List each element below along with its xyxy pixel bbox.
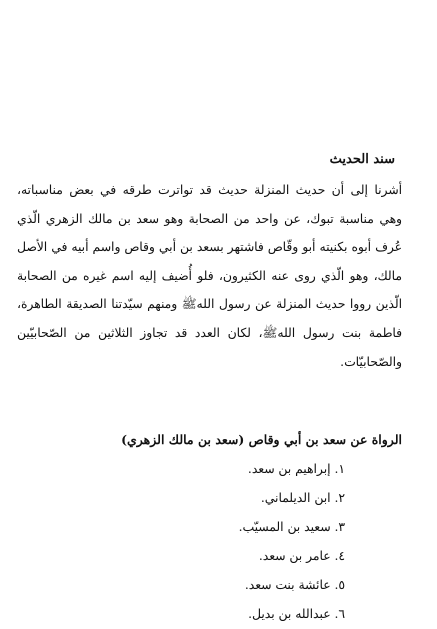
section-heading: سند الحديث (329, 152, 395, 167)
paragraph-line: مالك، وهو الّذي روى عنه الكثيرون، فلو أُضيف إليه اسم غيره من الصحابة (17, 268, 402, 283)
paragraph-line: وهي مناسبة تبوك، عن واحد من الصحابة وهو سعد بن مالك الزهري الّذي (17, 211, 402, 226)
paragraph-line: فاطمة بنت رسول اللهﷺ، لكان العدد قد تجاوز الثلاثين من الصّحابيّين (17, 325, 402, 340)
list-item (239, 513, 345, 542)
list-item-number: ١. (334, 462, 345, 476)
paragraph-line: الّذين رووا حديث المنزلة عن رسول اللهﷺ ومنهم سيّدتنا الصديقة الطاهرة، (17, 297, 402, 312)
list-item-number: ٣. (334, 520, 345, 534)
list-item-name: عبدالله بن بديل. (248, 607, 331, 621)
list-item (239, 484, 345, 513)
list-item (239, 600, 345, 629)
list-item-name: سعيد بن المسيّب. (238, 520, 331, 534)
list-item (239, 542, 345, 571)
list-item-number: ٥. (334, 578, 345, 592)
list-item-name: عامر بن سعد. (258, 549, 331, 563)
list-item (239, 455, 345, 484)
list-item-number: ٤. (334, 549, 345, 563)
narrators-list (239, 455, 345, 629)
body-paragraph (17, 176, 402, 376)
paragraph-line: والصّحابيّات. (340, 354, 402, 369)
list-item-name: إبراهيم بن سعد. (247, 462, 331, 476)
list-item-number: ٦. (334, 607, 345, 621)
paragraph-line: عُرف أبوه بكنيته أبو وقّاص فاشتهر بسعد بن أبي وقاص واسم أبيه في الأصل (17, 240, 402, 255)
narrators-subheading: الرواة عن سعد بن أبي وقاص (سعد بن مالك الزهري) (121, 432, 402, 447)
list-item-name: عائشة بنت سعد. (244, 578, 331, 592)
list-item-number: ٢. (334, 491, 345, 505)
list-item-name: ابن الديلماني. (260, 491, 331, 505)
paragraph-line: أشرنا إلى أن حديث المنزلة حديث قد تواترت طرقه في بعض مناسباته، (17, 183, 402, 197)
list-item (239, 571, 345, 600)
